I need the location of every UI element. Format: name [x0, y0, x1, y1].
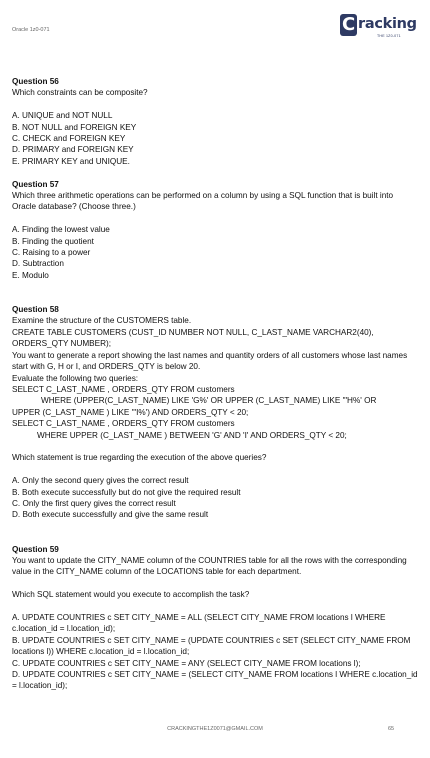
answer-option: B. Finding the quotient	[12, 236, 94, 246]
answer-option: B. Both execute successfully but do not give the required result	[12, 487, 241, 497]
answer-option: D. Subtraction	[12, 259, 64, 269]
question-text: You want to update the CITY_NAME column of the COUNTRIES table for all the rows with the corresponding value in the CITY_NAME column of the LOCATIONS table for each department.	[12, 555, 407, 577]
answer-option: B. UPDATE COUNTRIES c SET CITY_NAME = (UPDATE COUNTRIES c SET (SELECT CITY_NAME FROM locations l)) WHERE c.location_id = l.location_id;	[12, 635, 411, 657]
question-56	[12, 76, 418, 167]
page-content	[12, 76, 418, 692]
question-text: You want to generate a report showing the last names and quantity orders of all customers whose last names start with G, H or I, and ORDERS_QTY is below 20.	[12, 350, 408, 372]
cracking-logo	[340, 14, 416, 42]
sql-query-1-end: UPPER (C_LAST_NAME ) LIKE '"I%') AND ORDERS_QTY < 20;	[12, 407, 249, 417]
logo-badge	[340, 14, 357, 36]
question-59	[12, 544, 418, 692]
question-text: Examine the structure of the CUSTOMERS table.	[12, 316, 192, 326]
sql-query-2-select: SELECT C_LAST_NAME , ORDERS_QTY FROM customers	[12, 419, 235, 429]
sql-query-1-select: SELECT C_LAST_NAME , ORDERS_QTY FROM customers	[12, 384, 235, 394]
question-title: Question 56	[12, 77, 59, 86]
question-title: Question 58	[12, 305, 59, 315]
sql-create-table: CREATE TABLE CUSTOMERS (CUST_ID NUMBER NOT NULL, C_LAST_NAME VARCHAR2(40), ORDERS_QTY NUMBER);	[12, 327, 374, 349]
question-prompt: Which statement is true regarding the execution of the above queries?	[12, 453, 267, 463]
answer-option: C. Raising to a power	[12, 248, 91, 258]
logo-tagline: THE 1Z0-071	[377, 34, 401, 38]
question-title: Question 57	[12, 179, 59, 189]
page-number: 65	[388, 726, 395, 732]
answer-option: B. NOT NULL and FOREIGN KEY	[12, 122, 137, 132]
question-text: Which three arithmetic operations can be performed on a column by using a SQL function that is built into Oracle database? (Choose three.)	[12, 191, 394, 212]
question-title: Question 59	[12, 544, 59, 554]
answer-option: A. Finding the lowest value	[12, 225, 110, 235]
answer-option: E. Modulo	[12, 270, 49, 280]
answer-option: D. Both execute successfully and give the same result	[12, 510, 209, 520]
answer-option: C. CHECK and FOREIGN KEY	[12, 134, 126, 144]
header-title: Oracle 1z0-071	[12, 27, 50, 33]
answer-option: D. UPDATE COUNTRIES c SET CITY_NAME = (SELECT CITY_NAME FROM locations l WHERE c.location_id = l.location_id);	[12, 669, 418, 691]
logo-wordmark: racking	[358, 16, 417, 32]
answer-option: C. Only the first query gives the correct result	[12, 498, 176, 508]
answer-option: E. PRIMARY KEY and UNIQUE.	[12, 156, 130, 166]
answer-option: A. UPDATE COUNTRIES c SET CITY_NAME = ALL (SELECT CITY_NAME FROM locations l WHERE c.location_id = l.location_id);	[12, 612, 386, 634]
answer-option: A. Only the second query gives the correct result	[12, 476, 189, 486]
question-58	[12, 304, 418, 521]
question-text: Evaluate the following two queries:	[12, 373, 139, 383]
answer-option: C. UPDATE COUNTRIES c SET CITY_NAME = ANY (SELECT CITY_NAME FROM locations l);	[12, 658, 361, 668]
question-57	[12, 179, 418, 282]
question-text: Which constraints can be composite?	[12, 88, 148, 98]
sql-query-2-where: WHERE UPPER (C_LAST_NAME ) BETWEEN 'G' AND 'I' AND ORDERS_QTY < 20;	[37, 430, 347, 440]
answer-option: A. UNIQUE and NOT NULL	[12, 111, 113, 121]
logo-letter: C	[342, 14, 356, 35]
answer-option: D. PRIMARY and FOREIGN KEY	[12, 145, 134, 155]
sql-query-1-where: WHERE (UPPER(C_LAST_NAME) LIKE 'G%' OR UPPER (C_LAST_NAME) LIKE '"H%' OR	[41, 396, 377, 406]
question-prompt: Which SQL statement would you execute to accomplish the task?	[12, 590, 250, 600]
footer-email: CRACKINGTHE1Z0071@GMAIL.COM	[167, 726, 263, 732]
